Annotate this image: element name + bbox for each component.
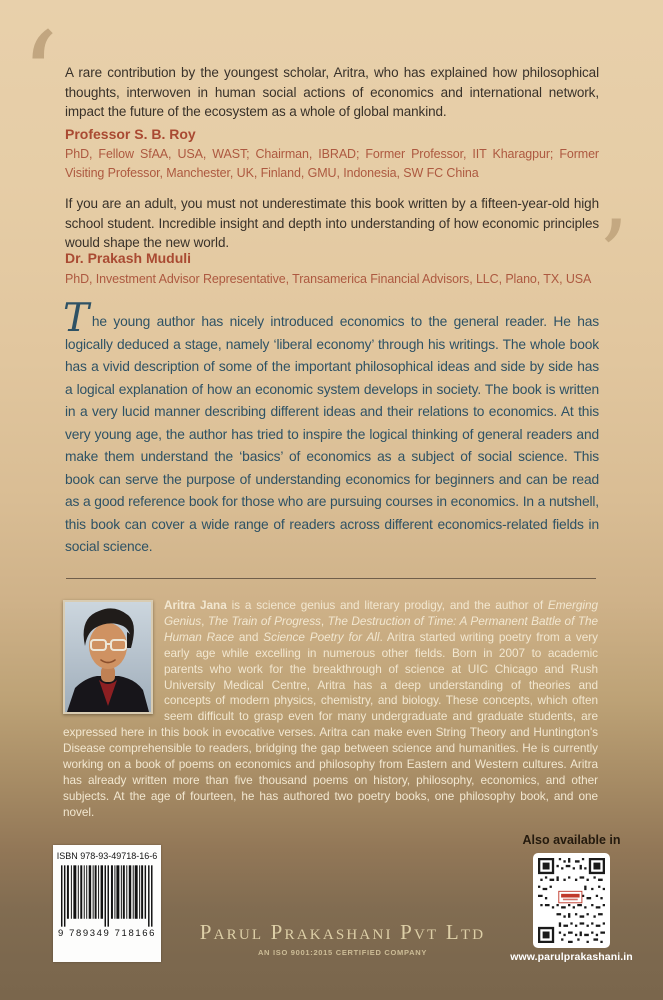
endorsement-1-text: A rare contribution by the youngest scholar, Aritra, who has explained how philosophical thoughts, interwoven in human social actions of economics and international network, impact the future of the ecosystem as a whole of global mankind. — [65, 65, 599, 119]
barcode — [60, 865, 154, 927]
barcode-digits: 9 789349 718166 — [58, 928, 156, 939]
publisher-imprint — [175, 920, 510, 957]
also-available-label: Also available in — [522, 833, 621, 847]
qr-code — [533, 853, 610, 948]
author-photo — [63, 600, 153, 714]
close-quote-icon: ’ — [598, 200, 629, 312]
isbn-label: ISBN 978-93-49718-16-6 — [56, 851, 158, 861]
endorsement-1-name: Professor S. B. Roy — [65, 126, 196, 142]
endorsement-2-text: If you are an adult, you must not underestimate this book written by a fifteen-year-old high school student. Incredible insight and depth into understanding of how economic principles would shape the new world. — [65, 196, 599, 250]
publisher-certification: AN ISO 9001:2015 CERTIFIED COMPANY — [257, 948, 428, 957]
endorsement-2-credentials: PhD, Investment Advisor Representative, Transamerica Financial Advisors, LLC, Plano, TX, USA — [65, 272, 592, 286]
endorsement-1-credentials: PhD, Fellow SfAA, USA, WAST; Chairman, IBRAD; Former Professor, IIT Kharagpur; Former Visiting Professor, Manchester, UK, Finland, GMU, Indonesia, SW FC China — [65, 147, 599, 180]
open-quote-icon: ‘ — [20, 6, 59, 148]
synopsis-text: he young author has nicely introduced economics to the general reader. He has logically deduced a stage, namely ‘liberal economy’ through his writings. The whole book has a vivid description of some of the important philosophical ideas and side by side has a logical explanation of how an economic system develops in society. The book is written in a very lucid manner describing different ideas and their relations to economics. At this very young age, the author has tried to inspire the logical thinking of general readers and make them understand the ‘basics’ of economics as a subject of social science. This book can serve the purpose of understanding economics for beginners and can be read as a good reference book for those who are pursuing courses in economics. In a nutshell, this book can cover a wide range of readers across different economics-related fields in social science. — [65, 314, 599, 554]
isbn-block — [53, 845, 161, 962]
publisher-logo-mark — [559, 891, 582, 902]
divider-rule — [66, 578, 596, 579]
synopsis-paragraph — [63, 296, 599, 559]
publisher-name: Parul Prakashani Pvt Ltd — [199, 920, 486, 944]
drop-cap: T — [63, 296, 89, 341]
author-bio: Aritra Jana is a science genius and literary prodigy, and the author of Emerging Genius, The Train of Progress, The Destruction of Time: A Permanent Battle of The Human Race and Science Poetry for All. Aritra started writing poetry from a very early age while excelling in numerous other fields. Born in 2007 to academic parents who work for the breakthrough of science at UIC Chicago and Rush University Medical Centre, Aritra has a deep understanding of theories and concepts of modern physics, chemistry, and biology. These concepts, which often seem difficult to grasp even for many undergraduate and graduate students, are expressed here in this book in evocative verses. Aritra can make even String Theory and Huntington's Disease comprehensible to readers, bridging the gap between science and humanities. He is currently working on a book of poems on economics and philosophy from Eastern and Western cultures. Aritra has already written more than five thousand poems on history, philosophy, economics, and other subjects. At the age of fourteen, he has authored two poetry books, one philosophy book, and one novel. — [63, 598, 598, 819]
endorsement-2-name: Dr. Prakash Muduli — [65, 250, 192, 266]
publisher-website: www.parulprakashani.in — [510, 951, 633, 963]
